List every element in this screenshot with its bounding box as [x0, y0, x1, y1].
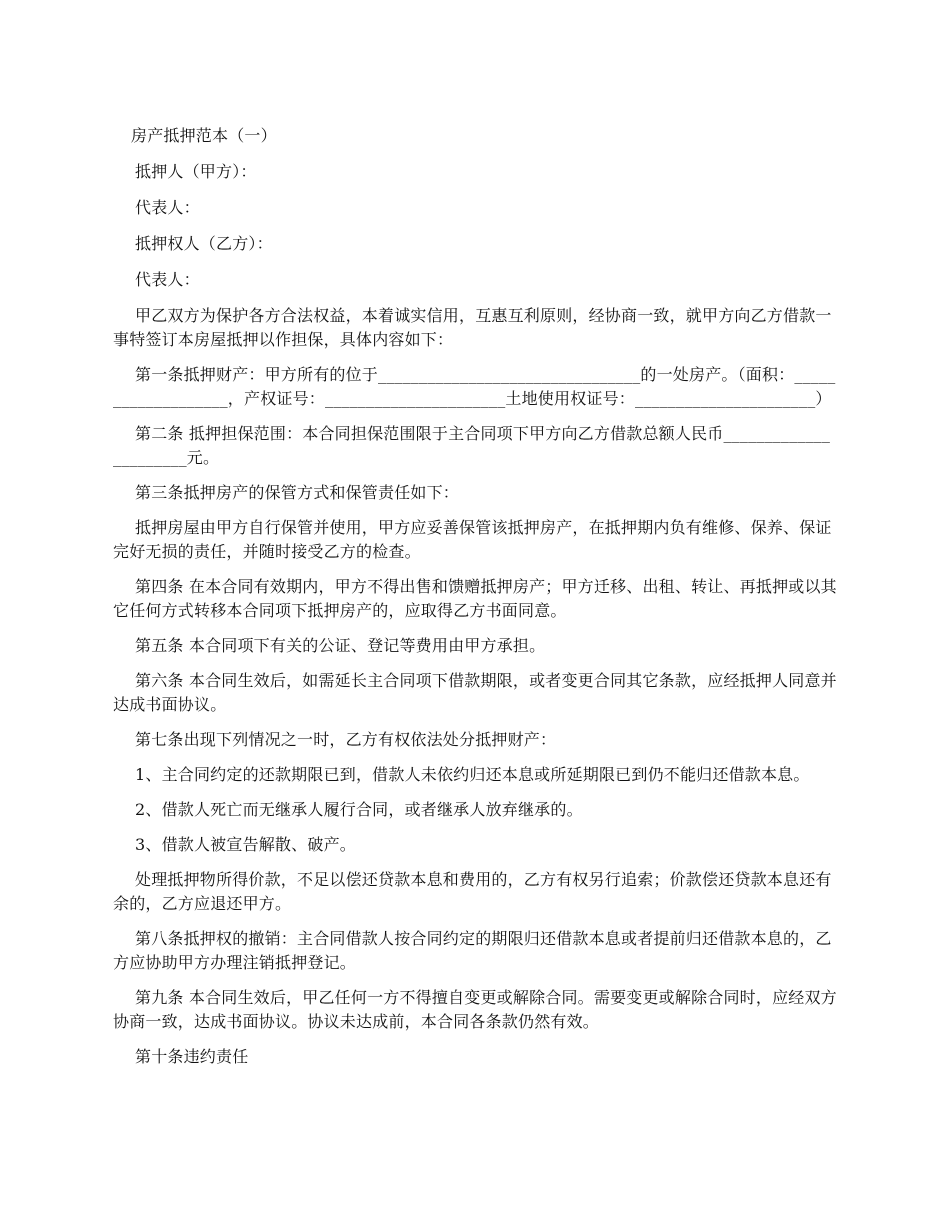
article-9-paragraph: 第九条 本合同生效后，甲乙任何一方不得擅自变更或解除合同。需要变更或解除合同时，应经双方协商一致，达成书面协议。协议未达成前，本合同各条款仍然有效。: [113, 988, 837, 1031]
document-title: 房产抵押范本（一）: [131, 126, 277, 145]
mortgagee-line: 抵押权人（乙方）：: [135, 234, 273, 253]
mortgagee-representative-line: 代表人：: [135, 270, 200, 289]
mortgagor-representative-line: 代表人：: [135, 198, 200, 217]
article-7-detail-paragraph: 处理抵押物所得价款，不足以偿还贷款本息和费用的，乙方有权另行追索；价款偿还贷款本息还有余的，乙方应退还甲方。: [113, 870, 832, 913]
article-7-item-2: 2、借款人死亡而无继承人履行合同，或者继承人放弃继承的。: [135, 800, 583, 819]
article-3-paragraph: 第三条抵押房产的保管方式和保管责任如下：: [135, 483, 460, 502]
article-7-paragraph: 第七条出现下列情况之一时，乙方有权依法处分抵押财产：: [135, 730, 557, 749]
article-8-paragraph: 第八条抵押权的撤销：主合同借款人按合同约定的期限归还借款本息或者提前归还借款本息的，乙方应协助甲方办理注销抵押登记。: [113, 929, 832, 972]
mortgagor-line: 抵押人（甲方）：: [135, 162, 257, 181]
article-7-item-1: 1、主合同约定的还款期限已到，借款人未依约归还本息或所延期限已到仍不能归还借款本息。: [135, 765, 810, 784]
article-5-paragraph: 第五条 本合同项下有关的公证、登记等费用由甲方承担。: [135, 636, 546, 655]
preamble-paragraph: 甲乙双方为保护各方合法权益，本着诚实信用，互惠互利原则，经协商一致，就甲方向乙方借款一事特签订本房屋抵押以作担保，具体内容如下：: [113, 306, 832, 349]
article-7-item-3: 3、借款人被宣告解散、破产。: [135, 835, 356, 854]
article-10-paragraph: 第十条违约责任: [135, 1047, 249, 1066]
document-body: [113, 124, 838, 1080]
article-1-paragraph: 第一条抵押财产：甲方所有的位于________________________________的一处房产。（面积：___________________，产权证号：______________________土地使用权证号：______________________）: [113, 365, 836, 408]
article-4-paragraph: 第四条 在本合同有效期内，甲方不得出售和馈赠抵押房产；甲方迁移、出租、转让、再抵押或以其它任何方式转移本合同项下抵押房产的，应取得乙方书面同意。: [113, 577, 837, 620]
article-3-detail-paragraph: 抵押房屋由甲方自行保管并使用，甲方应妥善保管该抵押房产，在抵押期内负有维修、保养、保证完好无损的责任，并随时接受乙方的检查。: [113, 518, 832, 561]
article-6-paragraph: 第六条 本合同生效后，如需延长主合同项下借款期限，或者变更合同其它条款，应经抵押人同意并达成书面协议。: [113, 671, 837, 714]
article-2-paragraph: 第二条 抵押担保范围：本合同担保范围限于主合同项下甲方向乙方借款总额人民币______________________元。: [113, 424, 831, 467]
